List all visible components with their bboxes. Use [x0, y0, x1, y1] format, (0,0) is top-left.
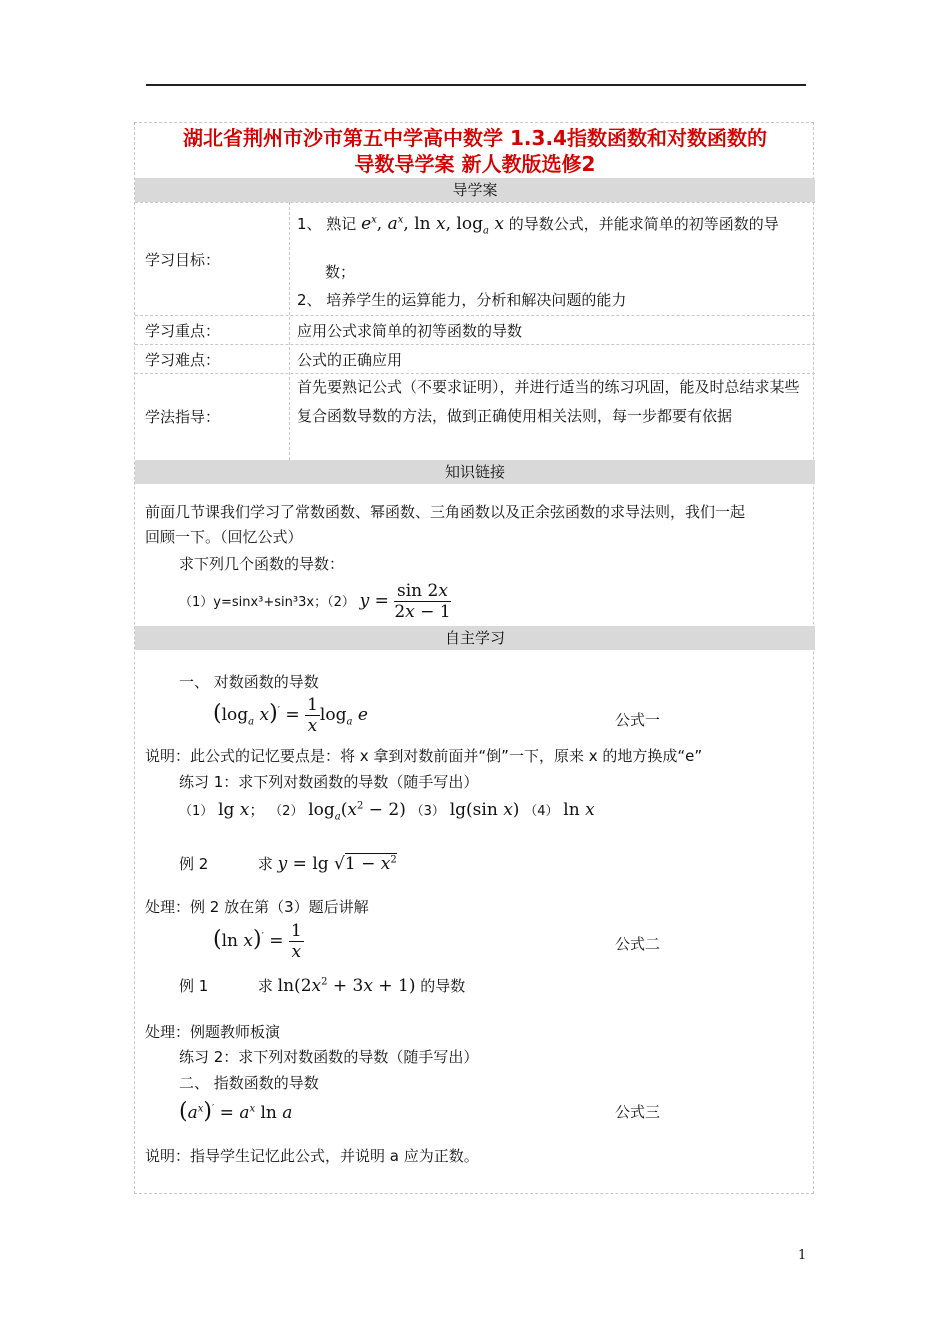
p1-item-4: ln x: [563, 800, 595, 820]
note-2: 说明：指导学生记忆此公式，并说明 a 应为正数。: [145, 1147, 479, 1165]
formula-3: $(a^x)' = a^x$ ln a: [179, 1099, 293, 1124]
goals-label: 学习目标：: [145, 251, 221, 269]
example-2-formula: $y = \lg √1 - x^2$: [277, 854, 397, 874]
section-header-self-study: 自主学习: [135, 626, 815, 650]
handle-2: 处理：例题教师板演: [145, 1023, 281, 1041]
title-line-2: 导数导学案 新人教版选修2: [354, 152, 596, 176]
review-questions: [179, 581, 451, 622]
formula-2: (ln x)′ = $\frac{1}{x}$: [213, 921, 302, 962]
example-1-formula: $\ln(2x^2 + 3x + 1)$: [277, 976, 416, 996]
review-line-2: 回顾一下。（回忆公式）: [145, 528, 303, 546]
formula-3-label: 公式三: [615, 1103, 661, 1121]
key-text: 应用公式求简单的初等函数的导数: [297, 322, 523, 340]
p1-label-2: （2）: [269, 804, 304, 819]
difficulty-text: 公式的正确应用: [297, 351, 403, 369]
formula-1-label: 公式一: [615, 711, 661, 729]
goal-1: [297, 213, 779, 236]
p1-item-2: $\log_a(x^2 - 2)$: [308, 800, 406, 823]
method-label: 学法指导：: [145, 408, 221, 426]
review-line-1: 前面几节课我们学习了常数函数、幂函数、三角函数以及正余弦函数的求导法则，我们一起: [145, 503, 746, 521]
worksheet: [134, 122, 814, 1194]
example-1-ask: 求: [257, 977, 273, 995]
goal-2: 2、 培养学生的运算能力，分析和解决问题的能力: [297, 291, 627, 309]
p1-label-3: （3）: [410, 804, 445, 819]
table-divider: [289, 202, 290, 460]
header-rule: [146, 84, 806, 86]
review-q2-formula: y = $\frac{\sin 2x}{2x - 1}$: [359, 581, 451, 622]
goal-1-suffix: 的导数公式，并能求简单的初等函数的导: [508, 215, 779, 233]
example-2: [179, 853, 397, 874]
note-1: 说明：此公式的记忆要点是：将 x 拿到对数前面并“倒”一下，原来 x 的地方换成“e”: [145, 747, 703, 765]
review-q1: （1）y=sinx³+sin³3x；（2）: [179, 595, 355, 610]
section-header-links: 知识链接: [135, 460, 815, 484]
goal-1-prefix: 1、 熟记: [297, 215, 357, 233]
p1-label-4: （4）: [524, 804, 559, 819]
formula-2-label: 公式二: [615, 935, 661, 953]
goal-1-formula: $e^x$, $a^x$, ln x, $\log_a x$: [361, 214, 504, 237]
example-2-ask: 求: [257, 855, 273, 873]
table-line: [135, 344, 815, 345]
document-title: [135, 125, 815, 177]
p1-item-1: lg x: [218, 800, 250, 820]
example-2-label: 例 2: [179, 855, 209, 873]
review-task: 求下列几个函数的导数：: [179, 555, 345, 573]
table-line: [135, 315, 815, 316]
handle-1: 处理：例 2 放在第（3）题后讲解: [145, 898, 369, 916]
part2-heading: 二、 指数函数的导数: [179, 1074, 319, 1092]
practice-2: 练习 2：求下列对数函数的导数（随手写出）: [179, 1048, 479, 1066]
practice-1: 练习 1：求下列对数函数的导数（随手写出）: [179, 773, 479, 791]
example-1-label: 例 1: [179, 977, 209, 995]
difficulty-label: 学习难点：: [145, 351, 221, 369]
key-label: 学习重点：: [145, 322, 221, 340]
page-number: 1: [798, 1248, 807, 1263]
part1-heading: 一、 对数函数的导数: [179, 673, 319, 691]
example-1: [179, 975, 465, 996]
goal-1-cont: 数；: [325, 263, 356, 281]
method-text: 首先要熟记公式（不要求证明），并进行适当的练习巩固，能及时总结求某些复合函数导数的方法，做到正确使用相关法则，每一步都要有依据: [297, 378, 800, 425]
example-1-suffix: 的导数: [420, 977, 466, 995]
title-line-1: 湖北省荆州市沙市第五中学高中数学 1.3.4指数函数和对数函数的: [183, 126, 767, 150]
p1-label-1: （1）: [179, 804, 214, 819]
formula-1: ($\log_a$ x)′ = $\frac{1}{x}$ $\log_a e$: [213, 695, 368, 736]
table-line: [135, 202, 815, 203]
p1-item-3: lg(sin x): [449, 800, 520, 820]
section-header-guide: 导学案: [135, 178, 815, 202]
practice-1-items: （1） lg x； （2） $\log_a(x^2 - 2)$ （3） lg(sin x) （4） ln x: [179, 800, 595, 823]
